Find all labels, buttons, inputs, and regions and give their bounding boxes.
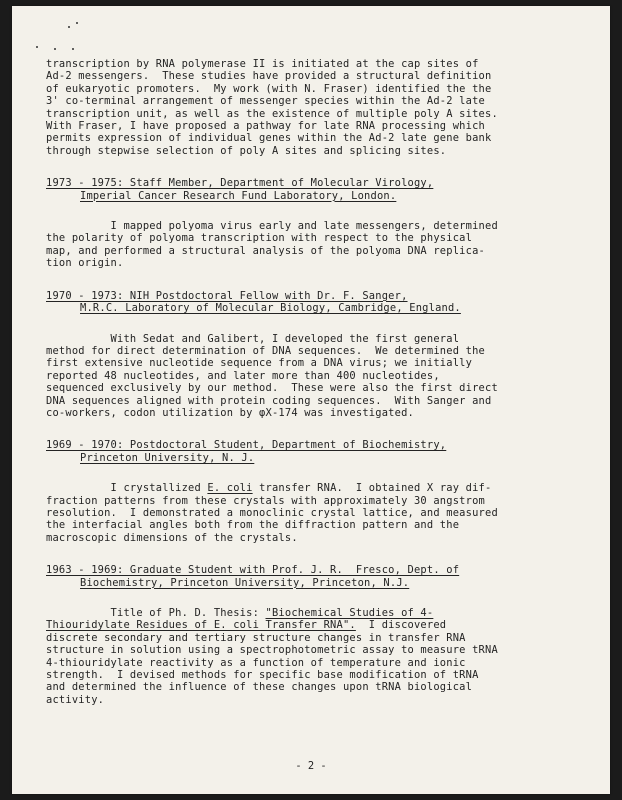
section-body-1969: [46, 482, 566, 544]
section-body-1973: [46, 220, 566, 270]
thesis-title: Thiouridylate Residues of E. coli Transfer RNA".: [46, 619, 356, 632]
body-text: I crystallized: [46, 482, 208, 495]
body-line: macroscopic dimensions of the crystals.: [46, 531, 298, 544]
body-line: [46, 607, 566, 619]
speck: [68, 26, 70, 28]
body-line: fraction patterns from these crystals with approximately 30 angstrom: [46, 494, 485, 507]
heading-line: Imperial Cancer Research Fund Laboratory, London.: [80, 189, 397, 202]
intro-paragraph: [46, 58, 566, 157]
scan-specks: [32, 18, 92, 58]
section-heading-1969: [46, 439, 566, 464]
page-number: - 2 -: [295, 760, 327, 772]
body-line: structure in solution using a spectrophotometric assay to measure tRNA: [46, 644, 498, 657]
body-line: the polarity of polyoma transcription with respect to the physical: [46, 232, 473, 245]
intro-line: transcription unit, as well as the existence of multiple poly A sites.: [46, 107, 498, 120]
section-heading-1970: [46, 290, 566, 315]
body-line: sequenced exclusively by our method. These were also the first direct: [46, 382, 498, 395]
heading-line: Biochemistry, Princeton University, Princeton, N.J.: [80, 576, 410, 589]
body-line: activity.: [46, 693, 105, 706]
body-line: the interfacial angles both from the diffraction pattern and the: [46, 519, 460, 532]
thesis-title: "Biochemical Studies of 4-: [265, 607, 434, 619]
body-line: first extensive nucleotide sequence from a DNA virus; we initially: [46, 357, 473, 370]
heading-line: 1970 - 1973: NIH Postdoctoral Fellow with Dr. F. Sanger,: [46, 289, 408, 302]
heading-line: 1969 - 1970: Postdoctoral Student, Department of Biochemistry,: [46, 439, 447, 452]
speck: [76, 22, 78, 24]
document-page: [12, 6, 610, 794]
section-body-1963: [46, 607, 566, 706]
intro-line: 3' co-terminal arrangement of messenger species within the Ad-2 late: [46, 95, 485, 108]
section-heading-1973: [46, 177, 566, 202]
species-name: E. coli: [207, 482, 253, 495]
heading-line: 1973 - 1975: Staff Member, Department of Molecular Virology,: [46, 177, 434, 190]
body-text: Title of Ph. D. Thesis:: [46, 607, 266, 619]
body-line: discrete secondary and tertiary structure changes in transfer RNA: [46, 631, 466, 644]
body-line: [46, 482, 566, 494]
heading-line: M.R.C. Laboratory of Molecular Biology, Cambridge, England.: [80, 302, 461, 315]
document-body: [46, 58, 566, 706]
body-text: I discovered: [355, 619, 447, 632]
speck: [72, 48, 74, 50]
body-line: map, and performed a structural analysis of the polyoma DNA replica-: [46, 244, 485, 257]
body-line: [46, 619, 566, 631]
heading-line: 1963 - 1969: Graduate Student with Prof. J. R. Fresco, Dept. of: [46, 564, 460, 577]
intro-line: Ad-2 messengers. These studies have provided a structural definition: [46, 70, 492, 83]
body-line: tion origin.: [46, 257, 124, 270]
intro-line: of eukaryotic promoters. My work (with N. Fraser) identified the the: [46, 82, 492, 95]
section-body-1970: [46, 333, 566, 420]
body-line: and determined the influence of these changes upon tRNA biological: [46, 681, 473, 694]
body-line: co-workers, codon utilization by φX-174 was investigated.: [46, 406, 414, 419]
section-heading-1963: [46, 564, 566, 589]
intro-line: through stepwise selection of poly A sites and splicing sites.: [46, 144, 447, 157]
body-line: resolution. I demonstrated a monoclinic crystal lattice, and measured: [46, 506, 498, 519]
speck: [36, 46, 38, 48]
body-line: strength. I devised methods for specific base modification of tRNA: [46, 669, 479, 682]
speck: [54, 48, 56, 50]
body-text: transfer RNA. I obtained X ray dif-: [252, 482, 492, 495]
intro-line: With Fraser, I have proposed a pathway for late RNA processing which: [46, 120, 485, 133]
body-line: DNA sequences aligned with protein coding sequences. With Sanger and: [46, 394, 492, 407]
body-line: 4-thiouridylate reactivity as a function of temperature and ionic: [46, 656, 466, 669]
body-line: I mapped polyoma virus early and late messengers, determined: [46, 220, 498, 233]
intro-line: transcription by RNA polymerase II is initiated at the cap sites of: [46, 58, 479, 70]
intro-line: permits expression of individual genes within the Ad-2 late gene bank: [46, 132, 492, 145]
heading-line: Princeton University, N. J.: [80, 451, 255, 464]
body-line: method for direct determination of DNA sequences. We determined the: [46, 344, 485, 357]
body-line: With Sedat and Galibert, I developed the first general: [46, 332, 460, 345]
body-line: reported 48 nucleotides, and later more than 400 nucleotides,: [46, 369, 440, 382]
